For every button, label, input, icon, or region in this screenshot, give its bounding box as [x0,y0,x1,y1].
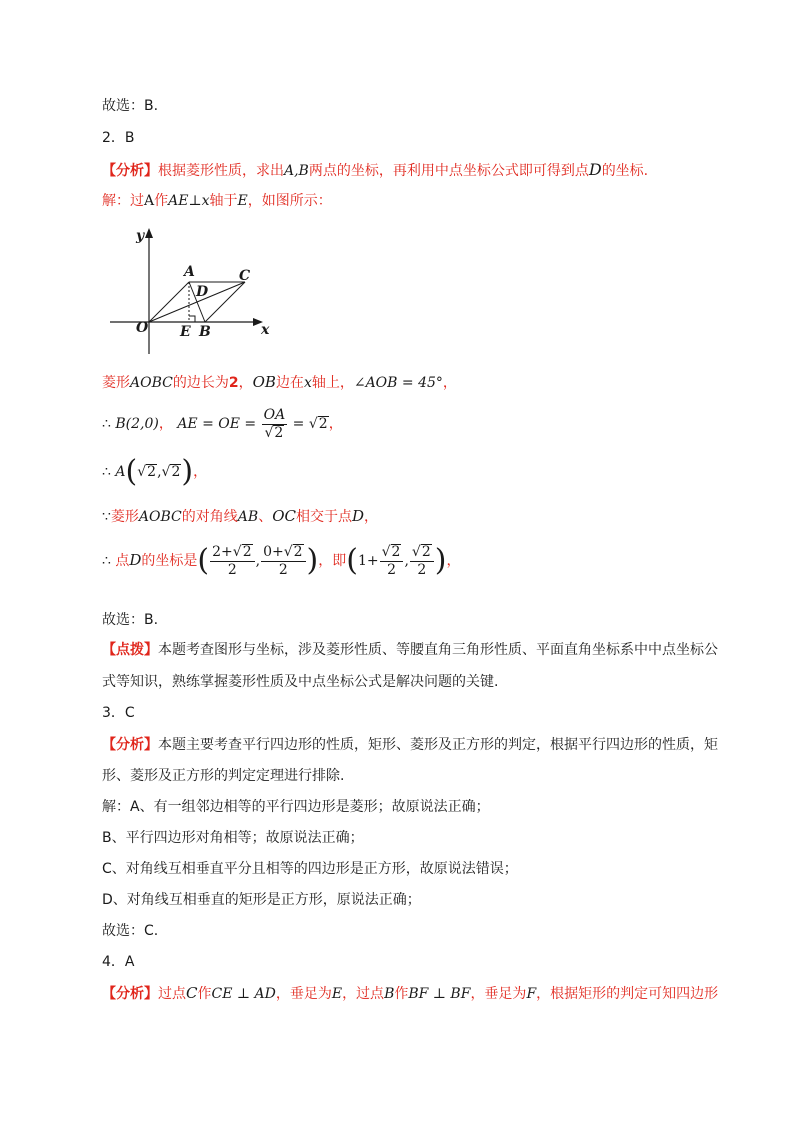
math-x: x [303,375,312,391]
solution-line [102,859,518,879]
solution-text: 的坐标是 [141,553,198,569]
solution-text: ， [442,375,457,391]
right-angle-mark [189,316,195,322]
analysis-text: 作 [197,986,212,1002]
side-length-value: 2 [228,375,239,391]
fraction-denominator: 2 [417,561,427,578]
solution-text: 菱形 [102,375,130,391]
solution-line [102,372,457,393]
analysis-tag: 【分析】 [102,986,158,1002]
fraction-denominator: 2 [278,561,288,578]
label-x: x [261,322,270,338]
math-d: D [129,551,142,569]
solution-line [102,828,364,848]
math-a: A [115,464,126,480]
because-symbol: ∵ [102,509,111,525]
fraction-oa-over-root2 [262,407,288,442]
math-ab: AB [237,509,259,525]
solution-text: 解：过 [102,193,144,209]
analysis-text: 过点 [158,986,186,1002]
analysis-line [102,766,344,786]
numerator-term: 0+ [263,543,284,560]
solution-text: ，即 [318,553,347,569]
math-a: A [144,193,155,209]
math-d: D [351,507,364,525]
math-ae-oe: AE = OE = [177,416,257,432]
analysis-line [102,160,648,181]
analysis-text: ，垂足为 [470,986,527,1002]
math-e: E [331,986,343,1002]
text-line [102,610,158,630]
sqrt-radicand: 2 [274,424,284,441]
solution-line [102,406,343,442]
analysis-text: 本题主要考查平行四边形的性质，矩形、菱形及正方形的判定，根据平行四边形的性质，矩 [158,737,718,753]
question-number [102,952,134,972]
math-f: F [526,986,537,1002]
fraction-numerator: 0+√2 [261,544,305,562]
analysis-text: 的坐标. [601,163,649,179]
left-paren: ( [197,543,210,578]
left-paren: ( [346,543,358,578]
text-line [102,921,158,941]
math-equals: = [292,416,305,432]
solution-text: 解：A、有一组邻边相等的平行四边形是菱形；故原说法正确； [102,799,490,815]
math-point-b: B(2,0) [115,416,159,432]
side-oa [149,282,189,322]
fraction-numerator: OA [263,406,286,423]
rhombus-diagram [108,226,288,358]
solution-text: 菱形 [110,509,139,525]
math-perp: ⊥ [188,193,202,209]
solution-text: 的边长为 [172,375,229,391]
solution-text: ， [446,553,461,569]
solution-text: 相交于点 [295,509,352,525]
label-d: D [196,284,209,300]
text-line [102,96,158,116]
question-3-label: 3．C [102,705,135,721]
solution-text: ， [193,464,208,480]
label-o: O [136,320,149,336]
solution-text: ，如图所示： [247,193,332,209]
answer-text: 故选：B. [102,612,159,628]
analysis-tag: 【分析】 [102,737,158,753]
label-a: A [184,264,195,280]
solution-text: 轴上， [311,375,354,391]
math-ob: OB [252,373,276,391]
fraction-numerator: √2 [410,544,434,562]
math-oc: OC [272,507,296,525]
tip-text: 本题考查图形与坐标，涉及菱形性质、等腰直角三角形性质、平面直角坐标系中中点坐标公 [158,642,718,658]
solution-line [102,506,378,527]
right-paren: ) [181,454,194,489]
solution-text: ， [328,416,343,432]
fraction-numerator: √2 [380,544,404,562]
label-e: E [180,324,191,340]
answer-text: 故选：B. [102,98,159,114]
y-axis-arrow [145,228,153,238]
question-2-label: 2．B [102,130,135,146]
fraction-denominator: 2 [387,561,396,578]
solution-text: 点 [115,553,130,569]
solution-text: B、平行四边形对角相等；故原说法正确； [102,830,364,846]
math-ae: AE [168,193,189,209]
question-number [102,703,135,723]
analysis-text: 作 [394,986,409,1002]
therefore-symbol: ∴ [102,416,111,432]
math-angle: ∠AOB = 45° [353,375,443,391]
solution-line [102,538,460,583]
math-term: 1+ [357,553,379,569]
math-d: D [588,160,602,179]
math-x: x [201,193,210,209]
math-bf-perp-bf: BF ⊥ BF [408,986,471,1002]
math-comma: , [255,553,261,569]
side-cb [205,282,245,322]
math-e: E [237,193,248,209]
math-aobc: AOBC [138,509,182,525]
math-aobc: AOBC [130,375,173,391]
fraction-2-plus-root2-over-2 [210,544,254,579]
left-paren: ( [125,454,138,489]
fraction-numerator: 2+√2 [210,544,254,562]
analysis-text: 形、菱形及正方形的判定定理进行排除. [102,768,345,784]
sqrt-expression: √2 [137,464,157,480]
sqrt-radicand: 2 [391,543,401,560]
math-b: B [384,986,395,1002]
solution-line [102,452,207,492]
tip-tag: 【点拨】 [102,642,158,658]
right-paren: ) [306,543,319,578]
fraction-root2-over-2 [410,544,434,579]
answer-text: 故选：C. [102,923,159,939]
label-c: C [239,268,251,284]
math-ce-perp-ad: CE ⊥ AD [211,986,276,1002]
math-comma: , [157,464,162,480]
sqrt-radicand: 2 [171,464,181,480]
tip-line [102,672,498,692]
solution-text: 轴于 [209,193,238,209]
therefore-symbol: ∴ [102,464,111,480]
question-4-label: 4．A [102,954,135,970]
analysis-line [102,983,718,1004]
sqrt-radicand: 2 [293,543,303,560]
label-b: B [199,324,211,340]
solution-text: ， [158,416,173,432]
math-c: C [186,984,198,1002]
math-ab: A,B [284,163,309,179]
solution-text: C、对角线互相垂直平分且相等的四边形是正方形，故原说法错误； [102,861,518,877]
solution-text: 、 [258,509,273,525]
fraction-denominator: 2 [227,561,237,578]
sqrt-radicand: 2 [242,543,252,560]
solution-text: ， [364,509,378,525]
label-y: y [136,228,145,244]
numerator-term: 2+ [212,543,233,560]
analysis-text: 两点的坐标，再利用中点坐标公式即可得到点 [308,163,589,179]
tip-line [102,640,718,660]
analysis-text: ，过点 [342,986,385,1002]
sqrt-expression: √2 [308,416,328,432]
fraction-denominator: √2 [264,424,284,441]
right-paren: ) [434,543,447,578]
sqrt-radicand: 2 [318,416,328,432]
analysis-tag: 【分析】 [102,163,158,179]
analysis-text: ，根据矩形的判定可知四边形 [536,986,719,1002]
solution-line [102,191,332,211]
sqrt-expression: √2 [161,464,181,480]
analysis-line [102,735,718,755]
solution-text: 作 [154,193,169,209]
solution-text: 的对角线 [181,509,238,525]
fraction-root2-over-2 [380,544,404,579]
math-comma: , [404,553,409,569]
solution-text: ， [238,375,253,391]
solution-line [102,890,421,910]
solution-line [102,797,490,817]
question-number [102,128,135,148]
fraction-0-plus-root2-over-2 [261,544,305,579]
analysis-text: 根据菱形性质，求出 [158,163,284,179]
sqrt-radicand: 2 [147,464,157,480]
tip-text: 式等知识，熟练掌握菱形性质及中点坐标公式是解决问题的关键. [102,674,499,690]
therefore-symbol: ∴ [102,553,111,569]
sqrt-radicand: 2 [421,543,431,560]
analysis-text: ，垂足为 [275,986,332,1002]
solution-text: 边在 [275,375,304,391]
solution-text: D、对角线互相垂直的矩形是正方形，原说法正确； [102,892,421,908]
